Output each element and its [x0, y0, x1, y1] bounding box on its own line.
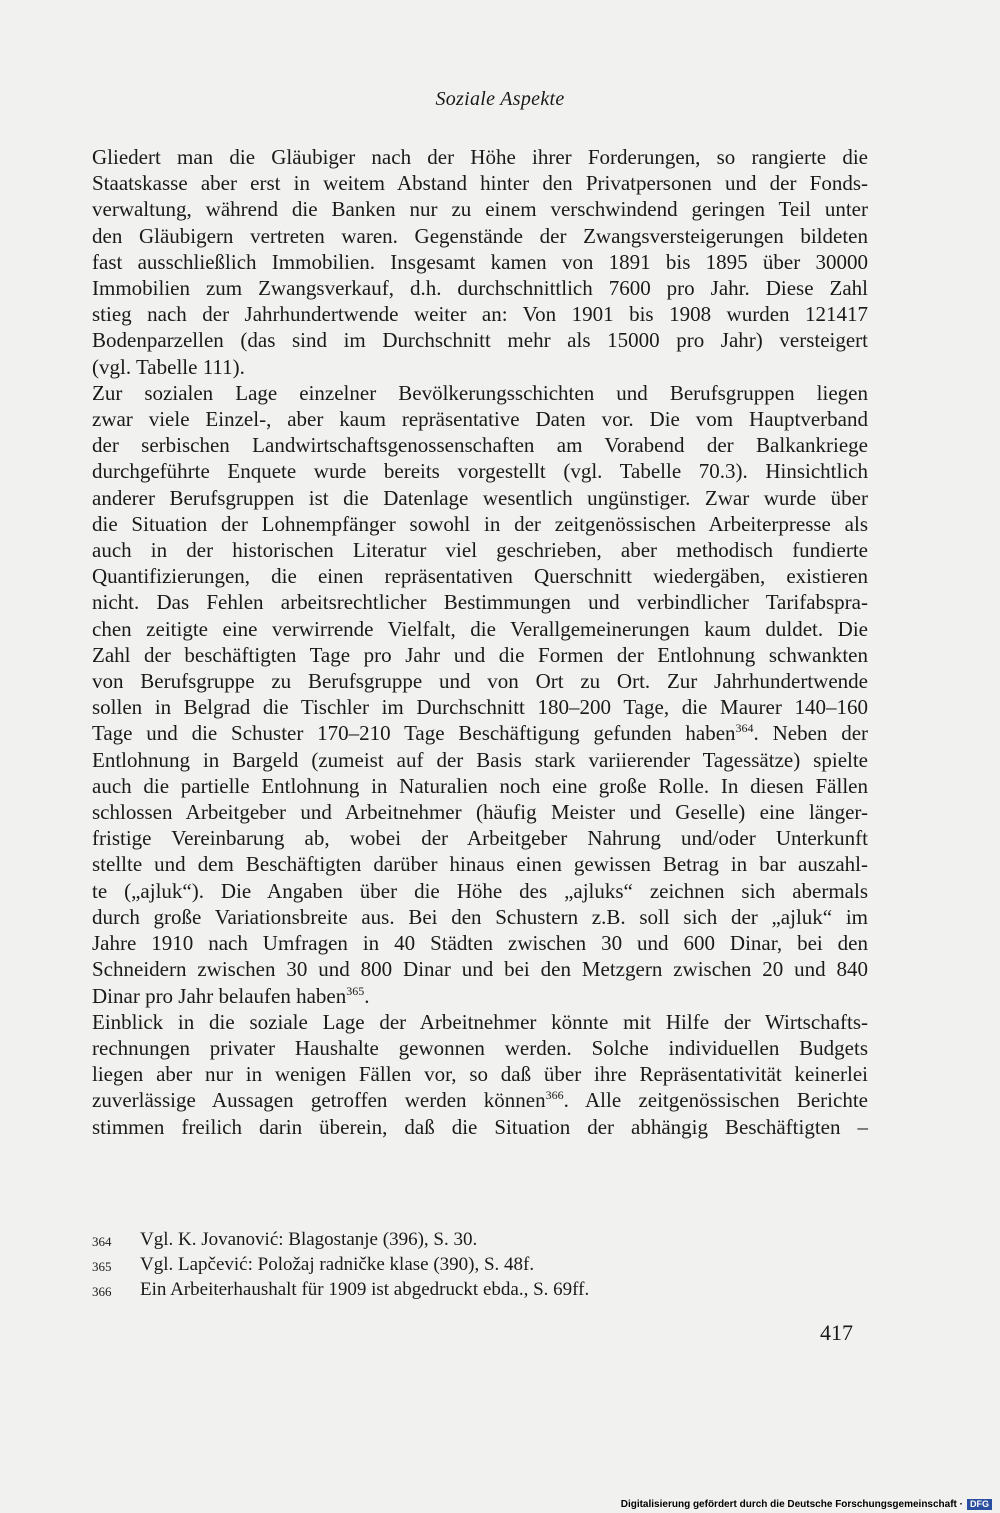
footnote-text: Vgl. K. Jovanović: Blagostanje (396), S. 30.	[140, 1229, 478, 1250]
footnote-number: 366	[92, 1284, 112, 1299]
text-line: anderer Berufsgruppen ist die Datenlage wesentlich ungünstiger. Zwar wurde über	[92, 485, 868, 510]
paragraph	[92, 144, 868, 380]
text-line: sollen in Belgrad die Tischler im Durchschnitt 180–200 Tage, die Maurer 140–160	[92, 695, 868, 720]
footnote	[92, 1253, 868, 1278]
text-line: schlossen Arbeitgeber und Arbeitnehmer (häufig Meister und Geselle) eine länger-	[92, 800, 868, 825]
text-line: durch große Variationsbreite aus. Bei den Schustern z.B. soll sich der „ajluk“ im	[92, 904, 868, 929]
text-line: stellte und dem Beschäftigten darüber hinaus einen gewissen Betrag in bar auszahl-	[92, 852, 868, 877]
text-line: Immobilien zum Zwangsverkauf, d.h. durchschnittlich 7600 pro Jahr. Diese Zahl	[92, 276, 868, 301]
dfg-credit	[621, 1498, 992, 1510]
text-line: rechnungen privater Haushalte gewonnen werden. Solche individuellen Budgets	[92, 1035, 868, 1060]
text-line: Gliedert man die Gläubiger nach der Höhe ihrer Forderungen, so rangierte die	[92, 145, 868, 169]
text-segment: . Neben der	[753, 721, 869, 746]
text-line: Schneidern zwischen 30 und 800 Dinar und bei den Metzgern zwischen 20 und 840	[92, 957, 868, 982]
running-title: Soziale Aspekte	[435, 88, 565, 110]
text-line: Jahre 1910 nach Umfragen in 40 Städten zwischen 30 und 600 Dinar, bei den	[92, 931, 868, 956]
text-line	[92, 983, 868, 1009]
paragraph	[92, 380, 868, 1009]
footnote-ref: 364	[735, 721, 754, 736]
text-line: von Berufsgruppe zu Berufsgruppe und von Ort zu Ort. Zur Jahrhundertwende	[92, 669, 868, 694]
text-line: Zahl der beschäftigten Tage pro Jahr und die Formen der Entlohnung schwankten	[92, 642, 868, 667]
footnote-text: Ein Arbeiterhaushalt für 1909 ist abgedruckt ebda., S. 69ff.	[140, 1279, 590, 1300]
text-segment: Tage und die Schuster 170–210 Tage Beschäftigung gefunden haben	[92, 721, 736, 746]
footnote-ref: 366	[545, 1088, 564, 1103]
credit-text: Digitalisierung gefördert durch die Deutsche Forschungsgemeinschaft ·	[620, 1498, 963, 1510]
text-line: die Situation der Lohnempfänger sowohl in der zeitgenössischen Arbeiterpresse als	[92, 511, 868, 536]
text-line: Quantifizierungen, die einen repräsentativen Querschnitt wiedergäben, existieren	[92, 564, 868, 589]
footnote-ref: 365	[346, 983, 365, 998]
text-line: stieg nach der Jahrhundertwende weiter an: Von 1901 bis 1908 wurden 121417	[92, 302, 868, 327]
text-line: (vgl. Tabelle 111).	[92, 354, 245, 379]
page-number: 417	[820, 1320, 853, 1345]
text-line	[92, 1087, 868, 1113]
dfg-logo: DFG	[967, 1499, 992, 1510]
text-line: Staatskasse aber erst in weitem Abstand hinter den Privatpersonen und der Fonds-	[92, 171, 868, 196]
body-text	[92, 144, 868, 1140]
footnotes	[92, 1228, 868, 1303]
text-line: den Gläubigern vertreten waren. Gegenstände der Zwangsversteigerungen bildeten	[92, 223, 868, 248]
text-line: Einblick in die soziale Lage der Arbeitnehmer könnte mit Hilfe der Wirtschafts-	[92, 1009, 868, 1034]
text-line: durchgeführte Enquete wurde bereits vorgestellt (vgl. Tabelle 70.3). Hinsichtlich	[92, 459, 868, 484]
text-line	[92, 720, 868, 746]
footnote	[92, 1278, 868, 1303]
text-line: Bodenparzellen (das sind im Durchschnitt mehr als 15000 pro Jahr) versteigert	[92, 328, 868, 353]
text-line: auch in der historischen Literatur viel geschrieben, aber methodisch fundierte	[92, 538, 868, 563]
paragraph	[92, 1009, 868, 1140]
text-line: Zur sozialen Lage einzelner Bevölkerungsschichten und Berufsgruppen liegen	[92, 380, 868, 405]
text-line: zwar viele Einzel-, aber kaum repräsentative Daten vor. Die vom Hauptverband	[92, 407, 868, 432]
text-line: fast ausschließlich Immobilien. Insgesamt kamen von 1891 bis 1895 über 30000	[92, 249, 868, 274]
text-line: liegen aber nur in wenigen Fällen vor, so daß über ihre Repräsentativität keinerlei	[92, 1062, 868, 1087]
text-line: der serbischen Landwirtschaftsgenossenschaften am Vorabend der Balkankriege	[92, 433, 868, 458]
footnote	[92, 1228, 868, 1253]
text-segment: zuverlässige Aussagen getroffen werden können	[92, 1088, 546, 1113]
text-line: stimmen freilich darin überein, daß die Situation der abhängig Beschäftigten –	[92, 1114, 868, 1139]
footnote-text: Vgl. Lapčević: Položaj radničke klase (390), S. 48f.	[140, 1254, 535, 1275]
text-segment: .	[364, 983, 370, 1008]
text-line: Entlohnung in Bargeld (zumeist auf der Basis stark variierender Tagessätze) spielte	[92, 747, 868, 772]
text-line: auch die partielle Entlohnung in Naturalien noch eine große Rolle. In diesen Fällen	[92, 773, 868, 798]
text-line: nicht. Das Fehlen arbeitsrechtlicher Bestimmungen und verbindlicher Tarifabspra-	[92, 590, 868, 615]
text-line: fristige Vereinbarung ab, wobei der Arbeitgeber Nahrung und/oder Unterkunft	[92, 826, 868, 851]
text-line: chen zeitigte eine verwirrende Vielfalt, die Verallgemeinerungen kaum duldet. Die	[92, 616, 868, 641]
footnote-number: 364	[92, 1234, 112, 1249]
text-segment: . Alle zeitgenössischen Berichte	[563, 1088, 868, 1113]
footnote-number: 365	[92, 1259, 112, 1274]
text-segment: Dinar pro Jahr belaufen haben	[92, 983, 347, 1008]
text-line: verwaltung, während die Banken nur zu einem verschwindend geringen Teil unter	[92, 197, 868, 222]
text-line: te („ajluk“). Die Angaben über die Höhe des „ajluks“ zeichnen sich abermals	[92, 878, 868, 903]
